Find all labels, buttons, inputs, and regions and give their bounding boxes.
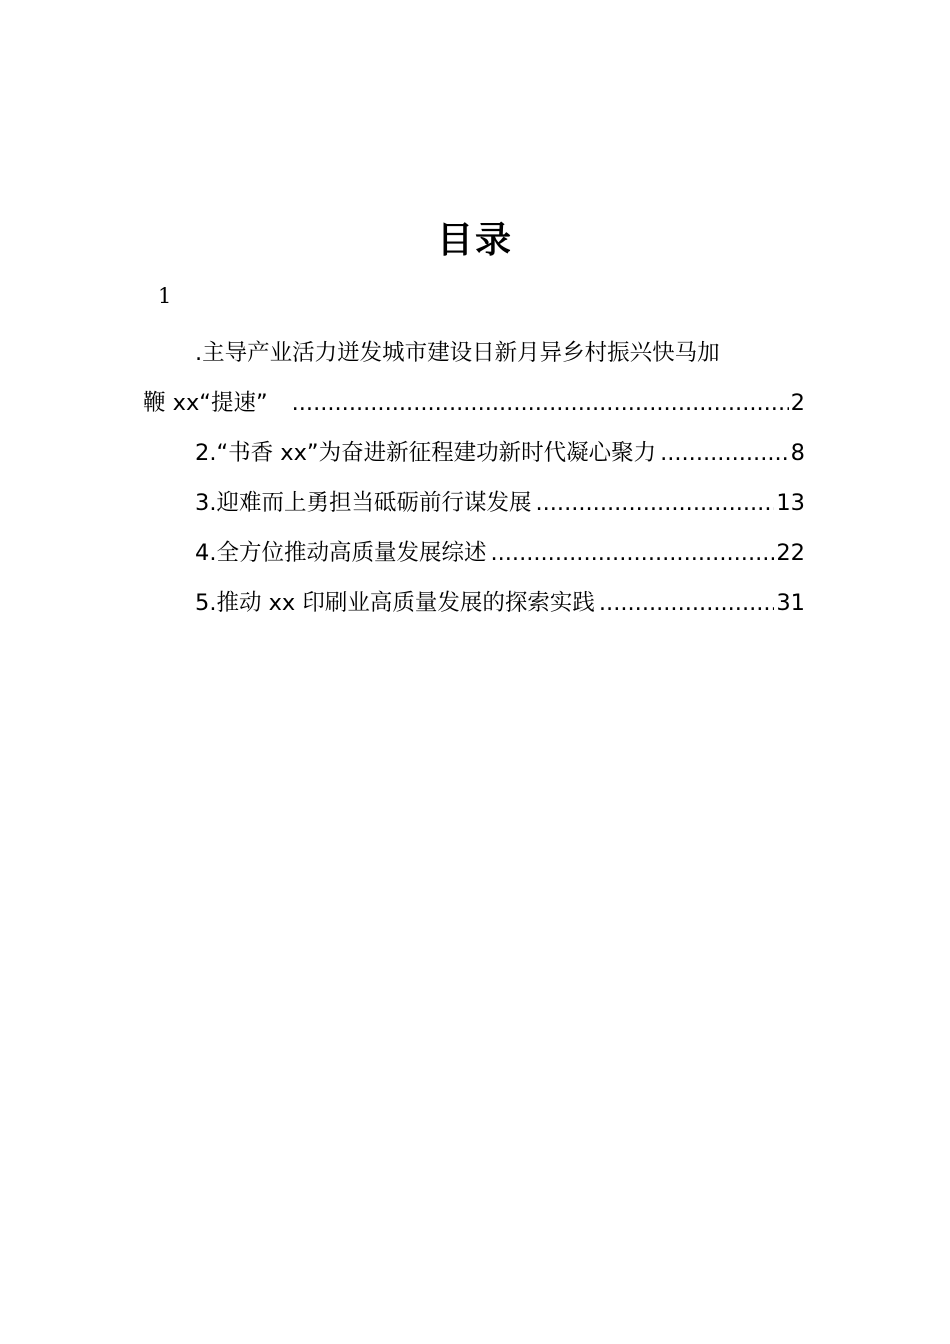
toc-entry-text: 2.“书香 xx”为奋进新征程建功新时代凝心聚力 bbox=[195, 440, 657, 466]
toc-entry-1-line-2[interactable] bbox=[143, 378, 805, 428]
table-of-contents bbox=[143, 328, 805, 628]
toc-page-number: 2 bbox=[790, 390, 805, 416]
page-title: 目录 bbox=[436, 220, 513, 261]
toc-entry-text: 5.推动 xx 印刷业高质量发展的探索实践 bbox=[195, 590, 595, 616]
toc-entry-text: 鞭 xx“提速” bbox=[143, 390, 268, 416]
toc-page-number: 8 bbox=[790, 440, 805, 466]
leader-dots bbox=[599, 578, 774, 628]
leader-dots bbox=[535, 478, 774, 528]
toc-entry-1-line-1[interactable] bbox=[143, 328, 805, 378]
toc-entry-4[interactable] bbox=[143, 528, 805, 578]
toc-entry-2[interactable] bbox=[143, 428, 805, 478]
toc-page-number: 31 bbox=[776, 590, 805, 616]
section-number: 1 bbox=[158, 284, 172, 308]
toc-entry-text: 3.迎难而上勇担当砥砺前行谋发展 bbox=[195, 490, 532, 516]
leader-dots bbox=[292, 378, 789, 428]
toc-entry-text: .主导产业活力迸发城市建设日新月异乡村振兴快马加 bbox=[195, 340, 720, 366]
leader-dots bbox=[660, 428, 789, 478]
toc-page-number: 22 bbox=[776, 540, 805, 566]
toc-entry-5[interactable] bbox=[143, 578, 805, 628]
toc-page-number: 13 bbox=[776, 490, 805, 516]
toc-entry-3[interactable] bbox=[143, 478, 805, 528]
leader-dots bbox=[490, 528, 774, 578]
toc-entry-text: 4.全方位推动高质量发展综述 bbox=[195, 540, 487, 566]
